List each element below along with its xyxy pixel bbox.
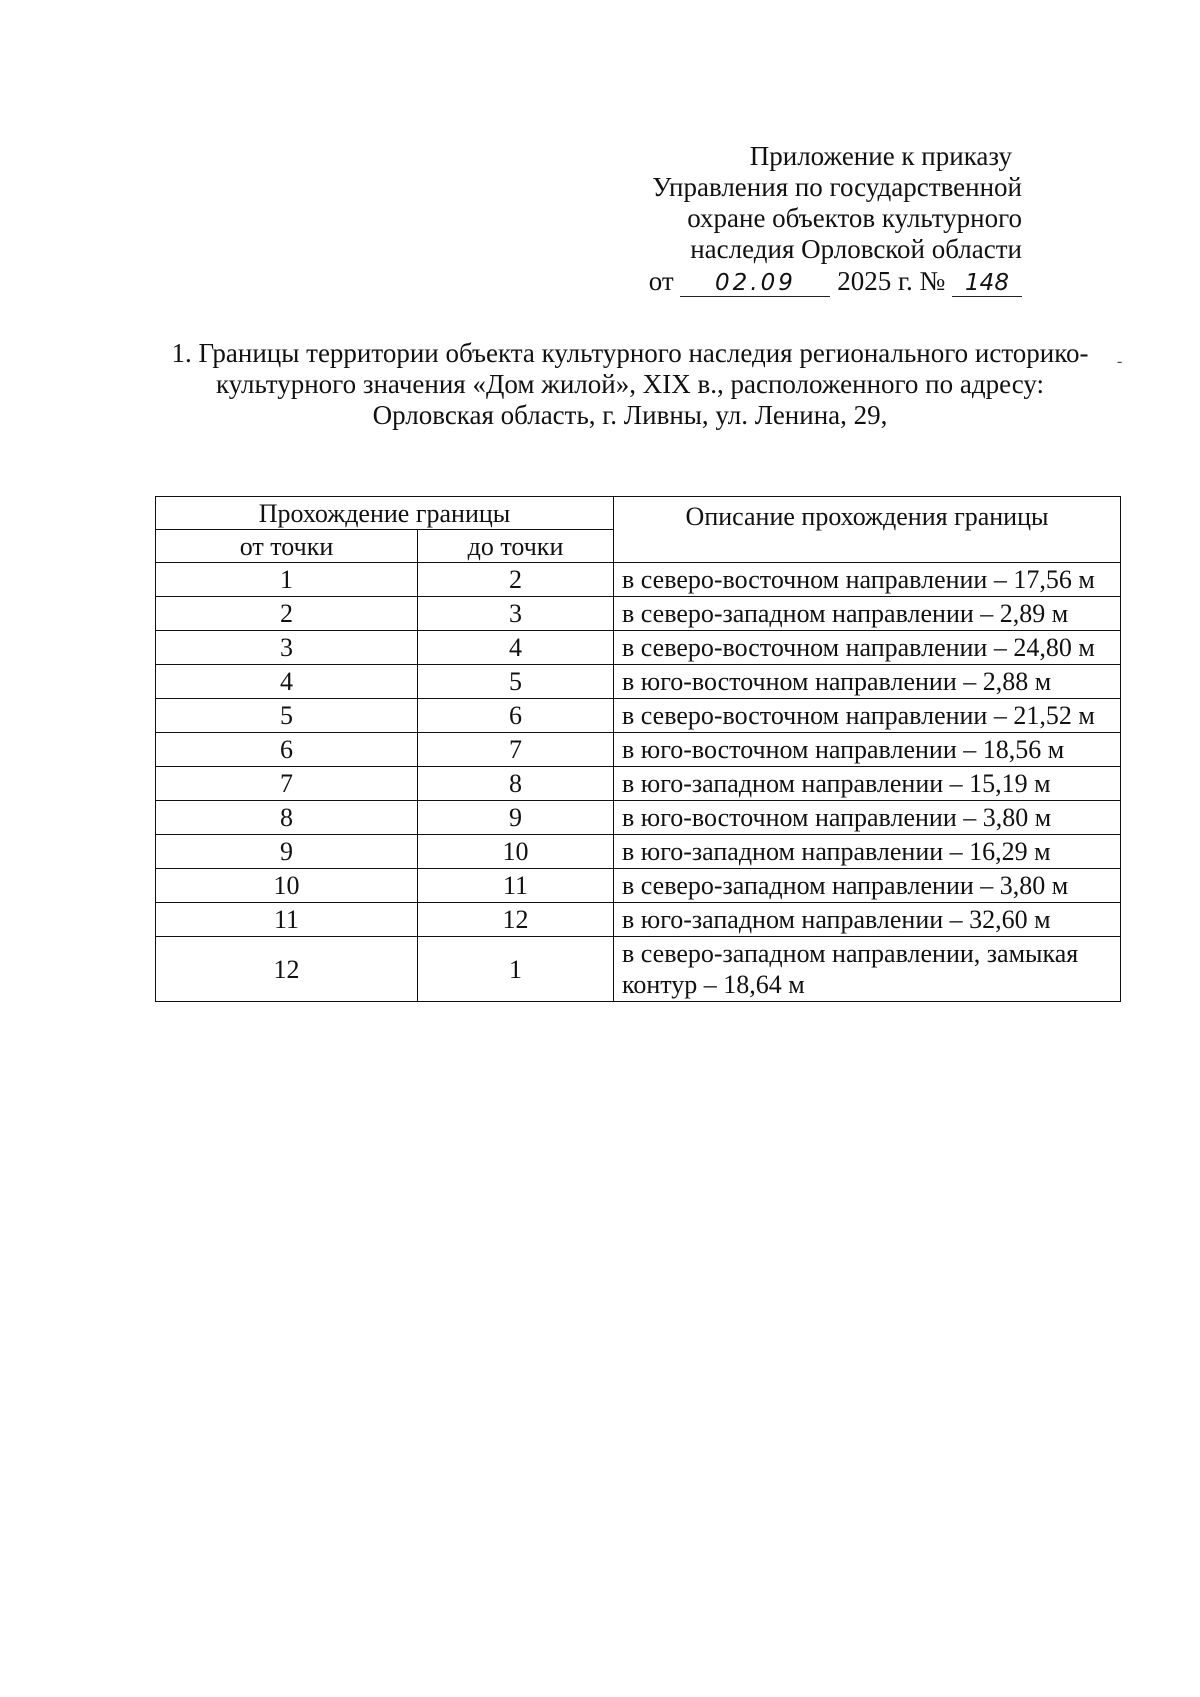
from-point-cell: 11	[156, 903, 418, 937]
description-cell: в северо-западном направлении – 3,80 м	[614, 869, 1121, 903]
to-point-cell: 4	[418, 631, 614, 665]
to-point-cell: 10	[418, 835, 614, 869]
to-point-cell: 3	[418, 597, 614, 631]
margin-mark: -	[1117, 353, 1123, 370]
from-point-cell: 12	[156, 937, 418, 1002]
header-to-point: до точки	[418, 530, 614, 563]
from-point-cell: 4	[156, 665, 418, 699]
to-point-cell: 6	[418, 699, 614, 733]
description-cell: в юго-западном направлении – 16,29 м	[614, 835, 1121, 869]
from-point-cell: 8	[156, 801, 418, 835]
table-row	[156, 903, 1121, 937]
description-cell: в юго-западном направлении – 15,19 м	[614, 767, 1121, 801]
table-row	[156, 869, 1121, 903]
handwritten-date: 02.09	[680, 270, 830, 297]
approval-line: Приложение к приказу	[749, 141, 1012, 171]
approval-line: наследия Орловской области	[690, 234, 1022, 264]
table-row	[156, 733, 1121, 767]
table-row	[156, 835, 1121, 869]
table-row	[156, 767, 1121, 801]
table-row	[156, 563, 1121, 597]
header-description: Описание прохождения границы	[614, 497, 1121, 563]
from-point-cell: 10	[156, 869, 418, 903]
header-from-point: от точки	[156, 530, 418, 563]
to-point-cell: 1	[418, 937, 614, 1002]
from-point-cell: 7	[156, 767, 418, 801]
to-point-cell: 12	[418, 903, 614, 937]
handwritten-order-number: 148	[952, 270, 1022, 297]
heading-line: 1. Границы территории объекта культурного наследия регионального историко-	[171, 338, 1089, 368]
table-row	[156, 937, 1121, 1002]
heading-line: культурного значения «Дом жилой», XIX в., расположенного по адресу:	[215, 369, 1045, 399]
description-cell: в северо-восточном направлении – 24,80 м	[614, 631, 1121, 665]
table-row	[156, 665, 1121, 699]
approval-line: охране объектов культурного	[687, 203, 1022, 233]
to-point-cell: 9	[418, 801, 614, 835]
from-point-cell: 1	[156, 563, 418, 597]
to-point-cell: 5	[418, 665, 614, 699]
from-point-cell: 2	[156, 597, 418, 631]
date-prefix: от	[648, 266, 674, 296]
to-point-cell: 2	[418, 563, 614, 597]
to-point-cell: 7	[418, 733, 614, 767]
header-boundary-passage: Прохождение границы	[156, 497, 614, 530]
description-cell: в северо-восточном направлении – 17,56 м	[614, 563, 1121, 597]
heading-line: Орловская область, г. Ливны, ул. Ленина, 29,	[372, 400, 888, 430]
to-point-cell: 8	[418, 767, 614, 801]
from-point-cell: 5	[156, 699, 418, 733]
approval-block	[649, 141, 1022, 297]
table-row	[156, 631, 1121, 665]
from-point-cell: 3	[156, 631, 418, 665]
description-cell: в северо-западном направлении – 2,89 м	[614, 597, 1121, 631]
description-cell: в юго-восточном направлении – 18,56 м	[614, 733, 1121, 767]
to-point-cell: 11	[418, 869, 614, 903]
description-cell: в северо-восточном направлении – 21,52 м	[614, 699, 1121, 733]
order-date-line	[649, 266, 1022, 297]
description-cell: в юго-западном направлении – 32,60 м	[614, 903, 1121, 937]
boundary-table	[155, 496, 1121, 1002]
section-heading	[150, 338, 1123, 431]
table-row	[156, 699, 1121, 733]
table-row	[156, 597, 1121, 631]
order-year-number-label: 2025 г. №	[837, 266, 946, 296]
approval-line: Управления по государственной	[652, 172, 1022, 202]
description-cell: в юго-восточном направлении – 2,88 м	[614, 665, 1121, 699]
from-point-cell: 6	[156, 733, 418, 767]
description-cell: в юго-восточном направлении – 3,80 м	[614, 801, 1121, 835]
description-cell: в северо-западном направлении, замыкая контур – 18,64 м	[614, 937, 1121, 1002]
table-row	[156, 801, 1121, 835]
from-point-cell: 9	[156, 835, 418, 869]
